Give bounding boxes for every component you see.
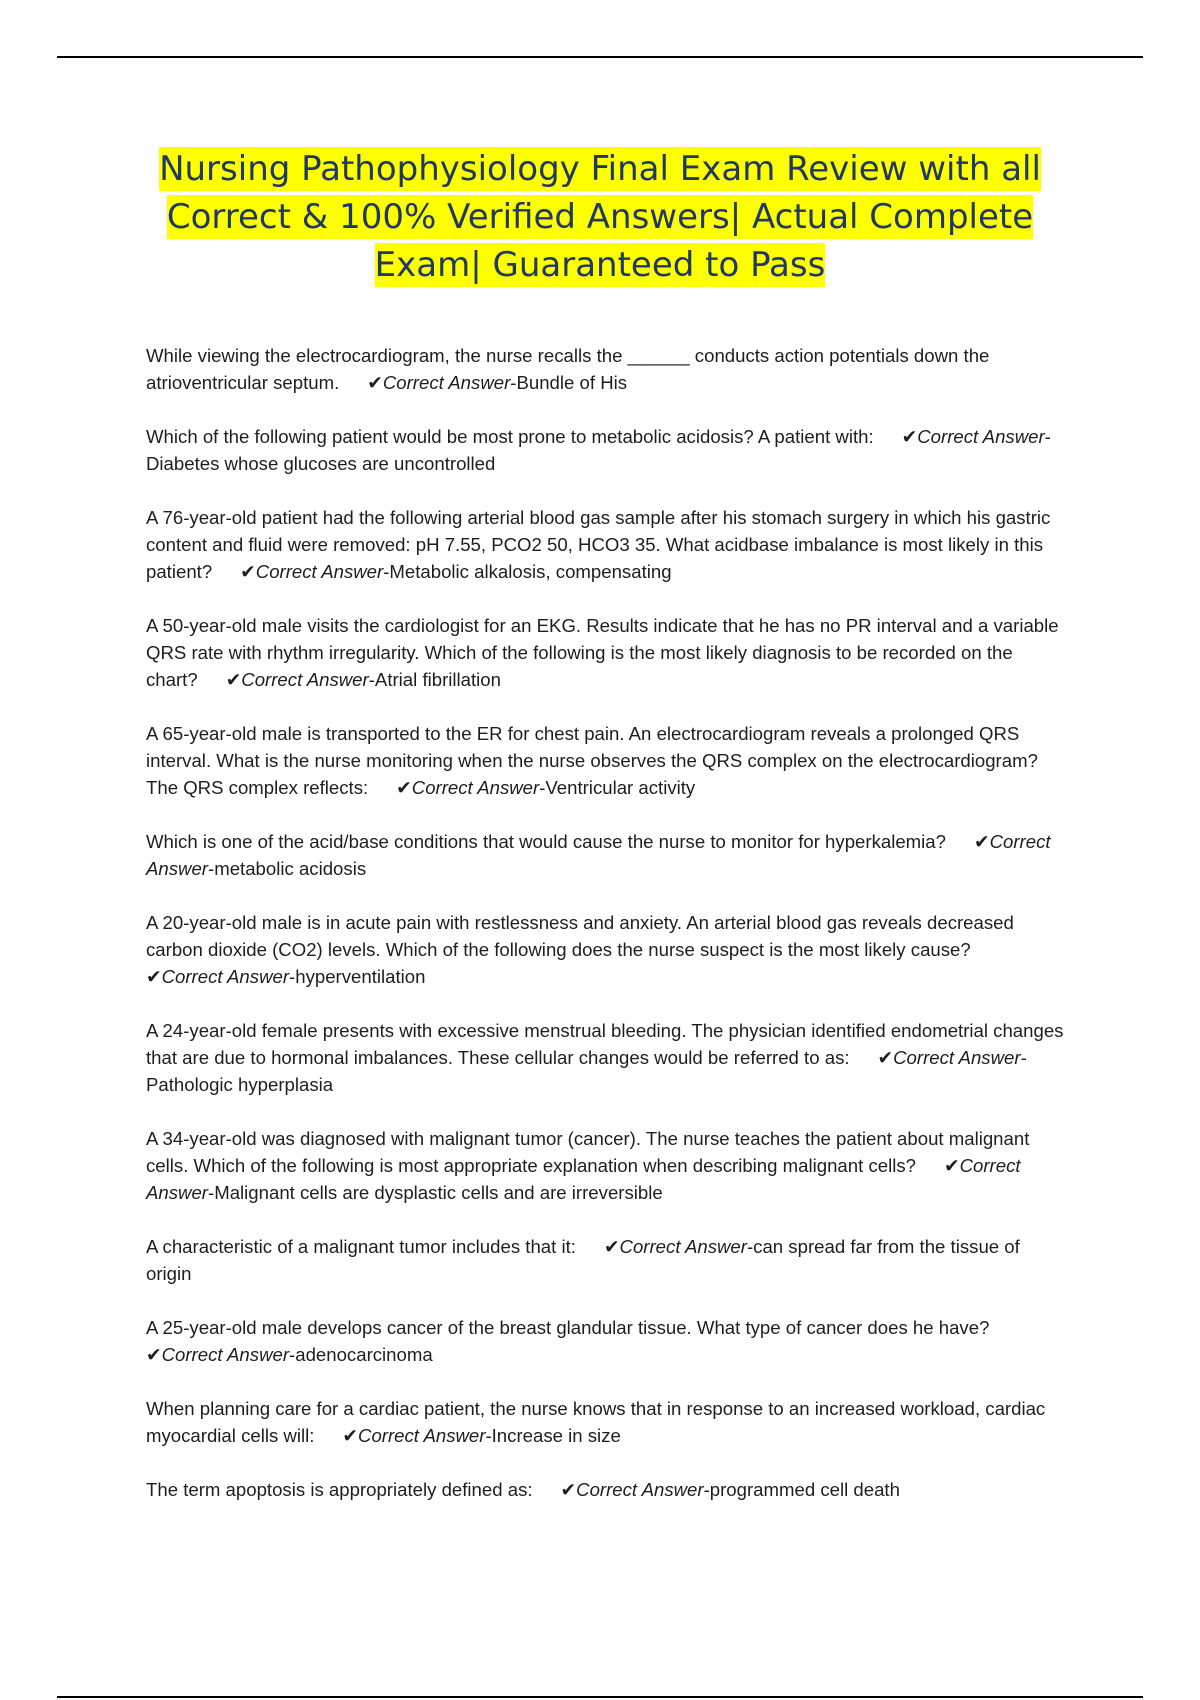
- correct-answer-label: Correct Answer: [161, 966, 290, 987]
- qa-item: [146, 342, 1066, 396]
- correct-answer-label: Correct Answer: [146, 831, 1051, 879]
- answer-text: -Diabetes whose glucoses are uncontrolled: [146, 426, 1051, 474]
- qa-item: [146, 1314, 1066, 1368]
- qa-item: [146, 612, 1066, 693]
- question-text: Which is one of the acid/base conditions that would cause the nurse to monitor for hyperkalemia?: [146, 831, 946, 852]
- checkmark-icon: ✔: [396, 777, 412, 798]
- bottom-rule: [57, 1696, 1143, 1698]
- qa-item: [146, 423, 1066, 477]
- correct-answer-label: Correct Answer: [382, 372, 511, 393]
- question-text: The term apoptosis is appropriately defined as:: [146, 1479, 533, 1500]
- title-line: Correct & 100% Verified Answers| Actual Complete: [166, 197, 1034, 237]
- qa-item: [146, 504, 1066, 585]
- answer-text: -Pathologic hyperplasia: [146, 1047, 1027, 1095]
- checkmark-icon: ✔: [240, 561, 256, 582]
- checkmark-icon: ✔: [901, 426, 918, 447]
- question-text: A 20-year-old male is in acute pain with restlessness and anxiety. An arterial blood gas reveals decreased carbon dioxide (CO2) levels. Which of the following does the nurse suspect is the most likely cause?: [146, 912, 1014, 960]
- title-line: Nursing Pathophysiology Final Exam Review with all: [159, 149, 1041, 189]
- checkmark-icon: ✔: [603, 1236, 620, 1257]
- qa-item: [146, 1125, 1066, 1206]
- qa-item: [146, 1395, 1066, 1449]
- correct-answer-label: Correct Answer: [576, 1479, 704, 1500]
- checkmark-icon: ✔: [342, 1425, 359, 1446]
- answer-text: -Atrial fibrillation: [368, 669, 501, 690]
- correct-answer-label: Correct Answer: [917, 426, 1045, 447]
- answer-text: -Bundle of His: [510, 372, 628, 393]
- question-text: A 24-year-old female presents with excessive menstrual bleeding. The physician identified endometrial changes that are due to hormonal imbalances. These cellular changes would be referred to as:: [146, 1020, 1064, 1068]
- document-title: [120, 145, 1080, 289]
- correct-answer-label: Correct Answer: [619, 1236, 747, 1257]
- checkmark-icon: ✔: [973, 831, 990, 852]
- qa-item: [146, 1017, 1066, 1098]
- correct-answer-label: Correct Answer: [358, 1425, 486, 1446]
- question-text: Which of the following patient would be most prone to metabolic acidosis? A patient with:: [146, 426, 874, 447]
- question-text: A 65-year-old male is transported to the ER for chest pain. An electrocardiogram reveals a prolonged QRS interval. What is the nurse monitoring when the nurse observes the QRS complex on the electrocardiogram? The QRS complex reflects:: [146, 723, 1038, 798]
- answer-text: -programmed cell death: [703, 1479, 900, 1500]
- correct-answer-label: Correct Answer: [893, 1047, 1021, 1068]
- answer-text: -Metabolic alkalosis, compensating: [383, 561, 672, 582]
- question-text: A 34-year-old was diagnosed with malignant tumor (cancer). The nurse teaches the patient about malignant cells. Which of the following is most appropriate explanation when describing malignant cells?: [146, 1128, 1030, 1176]
- question-text: While viewing the electrocardiogram, the nurse recalls the ______ conducts action potentials down the atrioventricular septum.: [146, 345, 990, 393]
- checkmark-icon: ✔: [877, 1047, 894, 1068]
- qa-item: [146, 1233, 1066, 1287]
- checkmark-icon: ✔: [225, 669, 242, 690]
- question-text: A 76-year-old patient had the following arterial blood gas sample after his stomach surgery in which his gastric content and fluid were removed: pH 7.55, PCO2 50, HCO3 35. What acidbase imbalance is most likely in this patient?: [146, 507, 1051, 582]
- checkmark-icon: ✔: [943, 1155, 960, 1176]
- correct-answer-label: Correct Answer: [255, 561, 384, 582]
- qa-item: [146, 909, 1066, 990]
- answer-text: -adenocarcinoma: [289, 1344, 433, 1365]
- checkmark-icon: ✔: [367, 372, 383, 393]
- title-line: Exam| Guaranteed to Pass: [374, 245, 826, 285]
- correct-answer-label: Correct Answer: [411, 777, 540, 798]
- answer-text: -metabolic acidosis: [208, 858, 367, 879]
- question-answer-list: [146, 342, 1066, 1530]
- checkmark-icon: ✔: [560, 1479, 577, 1500]
- correct-answer-label: Correct Answer: [161, 1344, 290, 1365]
- checkmark-icon: ✔: [146, 1344, 162, 1365]
- question-text: A characteristic of a malignant tumor includes that it:: [146, 1236, 576, 1257]
- correct-answer-label: Correct Answer: [241, 669, 369, 690]
- answer-text: -hyperventilation: [289, 966, 426, 987]
- answer-text: -Increase in size: [485, 1425, 621, 1446]
- answer-text: -Malignant cells are dysplastic cells and are irreversible: [208, 1182, 663, 1203]
- top-rule: [57, 56, 1143, 58]
- question-text: When planning care for a cardiac patient, the nurse knows that in response to an increased workload, cardiac myocardial cells will:: [146, 1398, 1046, 1446]
- question-text: A 50-year-old male visits the cardiologist for an EKG. Results indicate that he has no PR interval and a variable QRS rate with rhythm irregularity. Which of the following is the most likely diagnosis to be recorded on the chart?: [146, 615, 1059, 690]
- qa-item: [146, 720, 1066, 801]
- checkmark-icon: ✔: [146, 966, 162, 987]
- qa-item: [146, 828, 1066, 882]
- answer-text: -Ventricular activity: [539, 777, 696, 798]
- correct-answer-label: Correct Answer: [146, 1155, 1021, 1203]
- answer-text: -can spread far from the tissue of origin: [146, 1236, 1020, 1284]
- question-text: A 25-year-old male develops cancer of the breast glandular tissue. What type of cancer does he have?: [146, 1317, 990, 1338]
- qa-item: [146, 1476, 1066, 1503]
